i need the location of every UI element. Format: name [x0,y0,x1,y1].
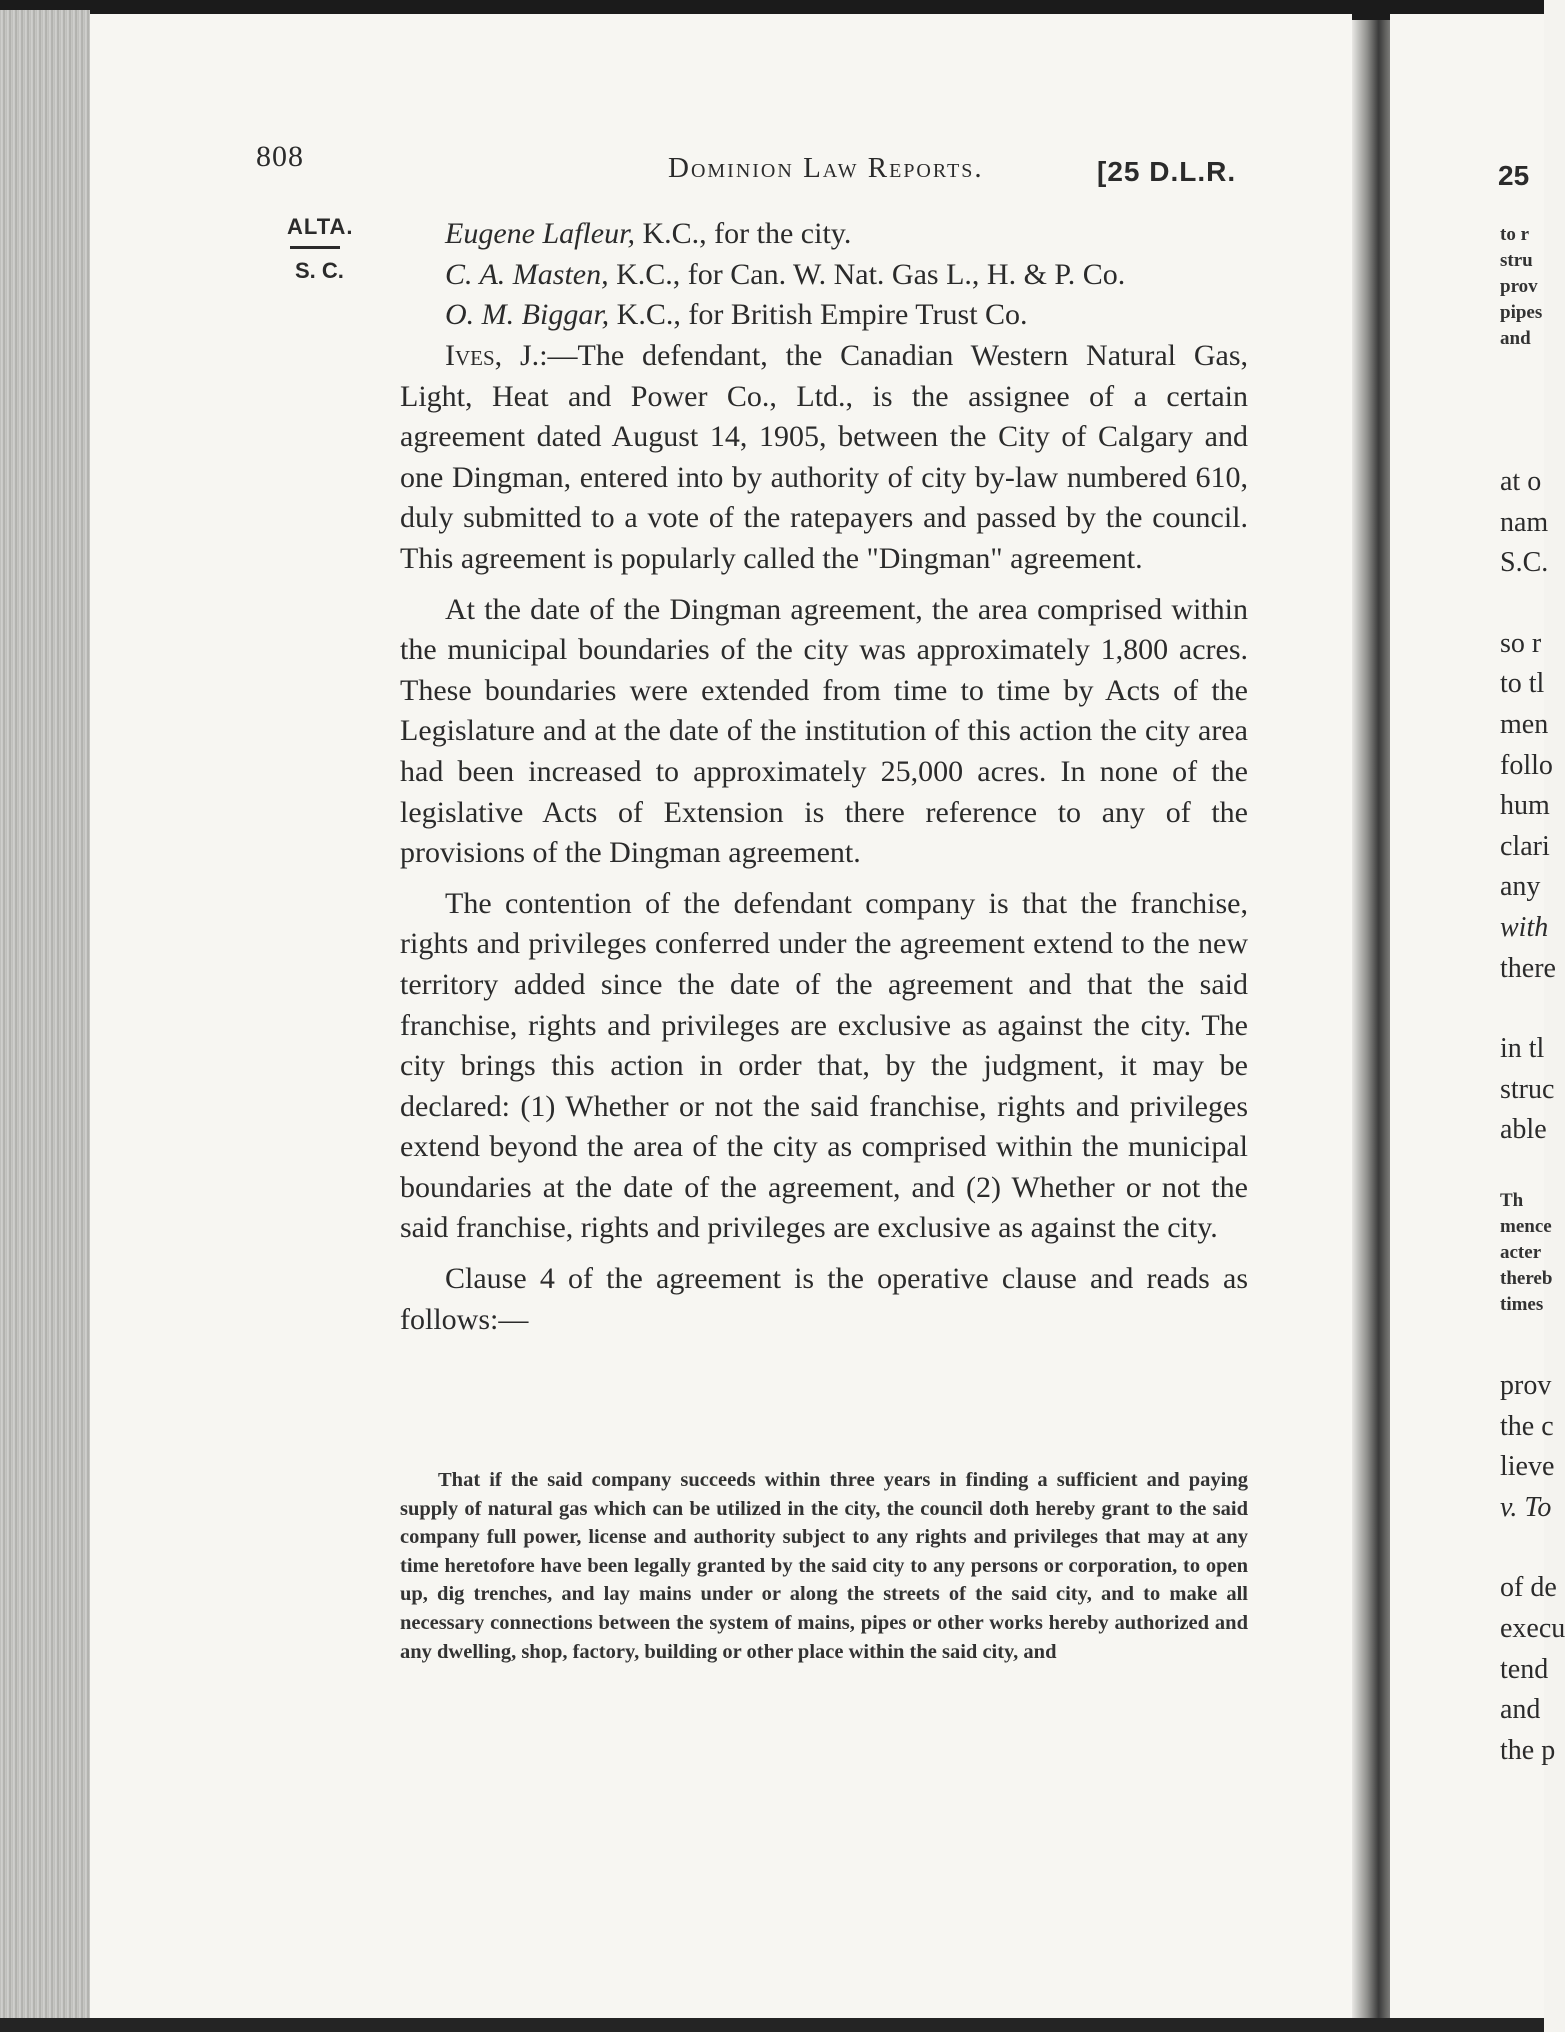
text-fragment: and [1500,328,1531,349]
opening-paragraph [400,336,1248,580]
text-fragment: struc [1500,1073,1555,1105]
page-number: 808 [256,140,304,173]
judge-name: Ives, J. [445,339,540,372]
counsel-role: K.C., for the city. [634,217,852,250]
text-fragment [1500,1528,1565,1568]
next-page-header: 25 [1498,160,1530,191]
text-fragment: at o [1500,466,1542,497]
text-fragment: the c [1500,1410,1554,1442]
counsel-line [400,255,1248,296]
text-fragment: of de [1500,1572,1557,1604]
text-fragment: execu [1500,1612,1565,1644]
text-fragment: follo [1500,749,1553,781]
next-page-top-fragment [1500,222,1542,352]
margin-province: ALTA. [287,214,354,239]
text-fragment: tend [1500,1653,1549,1685]
judgment-body [400,336,1248,1340]
text-fragment: the p [1500,1734,1556,1766]
volume-reference: [25 D.L.R. [1097,156,1237,187]
counsel-name: Eugene Lafleur, [445,217,635,250]
text-fragment: to tl [1500,668,1545,700]
text-fragment: there [1500,952,1556,984]
counsel-line [400,214,1248,255]
counsel-list [400,214,1248,336]
text-fragment: prov [1500,276,1538,297]
text-fragment: in tl [1500,1033,1545,1065]
opening-text: :—The defendant, the Canadian Western Natural Gas, Light, Heat and Power Co., Ltd., is the assignee of a certain agreement dated August 14, 1905, between the City of Calgary and one Dingman, entered into by authority of city by-law numbered 610, duly submitted to a vote of the ratepayers and passed by the council. This agreement is popularly called the "Dingman" agreement. [400,339,1248,575]
running-title: Dominion Law Reports. [668,152,984,184]
margin-divider [290,246,340,249]
text-fragment: thereb [1500,1268,1553,1289]
paragraph: Clause 4 of the agreement is the operative clause and reads as follows:— [400,1262,1248,1336]
book-gutter [1352,20,1390,2020]
text-fragment: prov [1500,1370,1552,1401]
counsel-name: C. A. Masten, [445,257,609,291]
text-fragment: so r [1500,627,1542,659]
text-fragment: mence [1500,1216,1552,1237]
text-fragment: lieve [1500,1451,1555,1483]
counsel-name: O. M. Biggar, [445,298,610,332]
text-fragment: hum [1500,790,1550,822]
text-fragment [1500,584,1556,624]
counsel-role: K.C., for Can. W. Nat. Gas L., H. & P. Co. [608,257,1126,291]
counsel-role: K.C., for British Empire Trust Co. [609,298,1028,332]
paragraph: The contention of the defendant company is that the franchise, rights and privileges conferred under the agreement extend to the new territory added since the date of the agreement and that the said franchise, rights and privileges are exclusive as against the city. The city brings this action in order that, by the judgment, it may be declared: (1) Whether or not the said franchise, rights and privileges extend beyond the area of the city as comprised within the municipal boundaries at the date of the agreement, and (2) Whether or not the said franchise, rights and privileges are exclusive as against the city. [400,886,1248,1245]
margin-court: S. C. [295,258,344,283]
text-fragment: with [1500,911,1549,943]
text-fragment: times [1500,1294,1544,1315]
book-page-edges [0,10,90,2020]
text-fragment: clari [1500,830,1550,862]
paragraph: At the date of the Dingman agreement, the area comprised within the municipal boundaries of the city was approximately 1,800 acres. These boundaries were extended from time to time by Acts of the Legislature and at the date of the institution of this action the city area had been increased to approximately 25,000 acres. In none of the legislative Acts of Extension is there reference to any of the provisions of the Dingman agreement. [400,592,1248,870]
text-fragment: v. To [1500,1491,1552,1523]
text-fragment: acter [1500,1242,1542,1263]
text-fragment: any [1500,871,1541,903]
text-fragment [1500,989,1556,1029]
text-fragment: able [1500,1114,1547,1146]
text-fragment: nam [1500,506,1549,538]
next-page-small-fragment [1500,1188,1552,1318]
text-fragment: to r [1500,224,1530,245]
text-fragment: pipes [1500,302,1543,323]
scan-bottom-border [0,2018,1544,2032]
text-fragment: S.C. [1500,547,1549,579]
next-page-bottom-fragment [1500,1366,1565,1771]
text-fragment: stru [1500,250,1533,271]
text-fragment: and [1500,1694,1541,1726]
quoted-clause: That if the said company succeeds within three years in finding a sufficient and paying supply of natural gas which can be utilized in the city, the council doth hereby grant to the said company full power, license and authority subject to any rights and privileges that may at any time heretofore have been legally granted by the said city to any persons or corporation, to open up, dig trenches, and lay mains under or along the streets of the said city, and to make all necessary connections between the system of mains, pipes or other works hereby authorized and any dwelling, shop, factory, building or other place within the said city, and [400,1469,1248,1663]
next-page-mid-fragment [1500,462,1556,1151]
counsel-line [400,295,1248,336]
text-fragment: Th [1500,1190,1524,1211]
text-fragment: men [1500,708,1549,740]
